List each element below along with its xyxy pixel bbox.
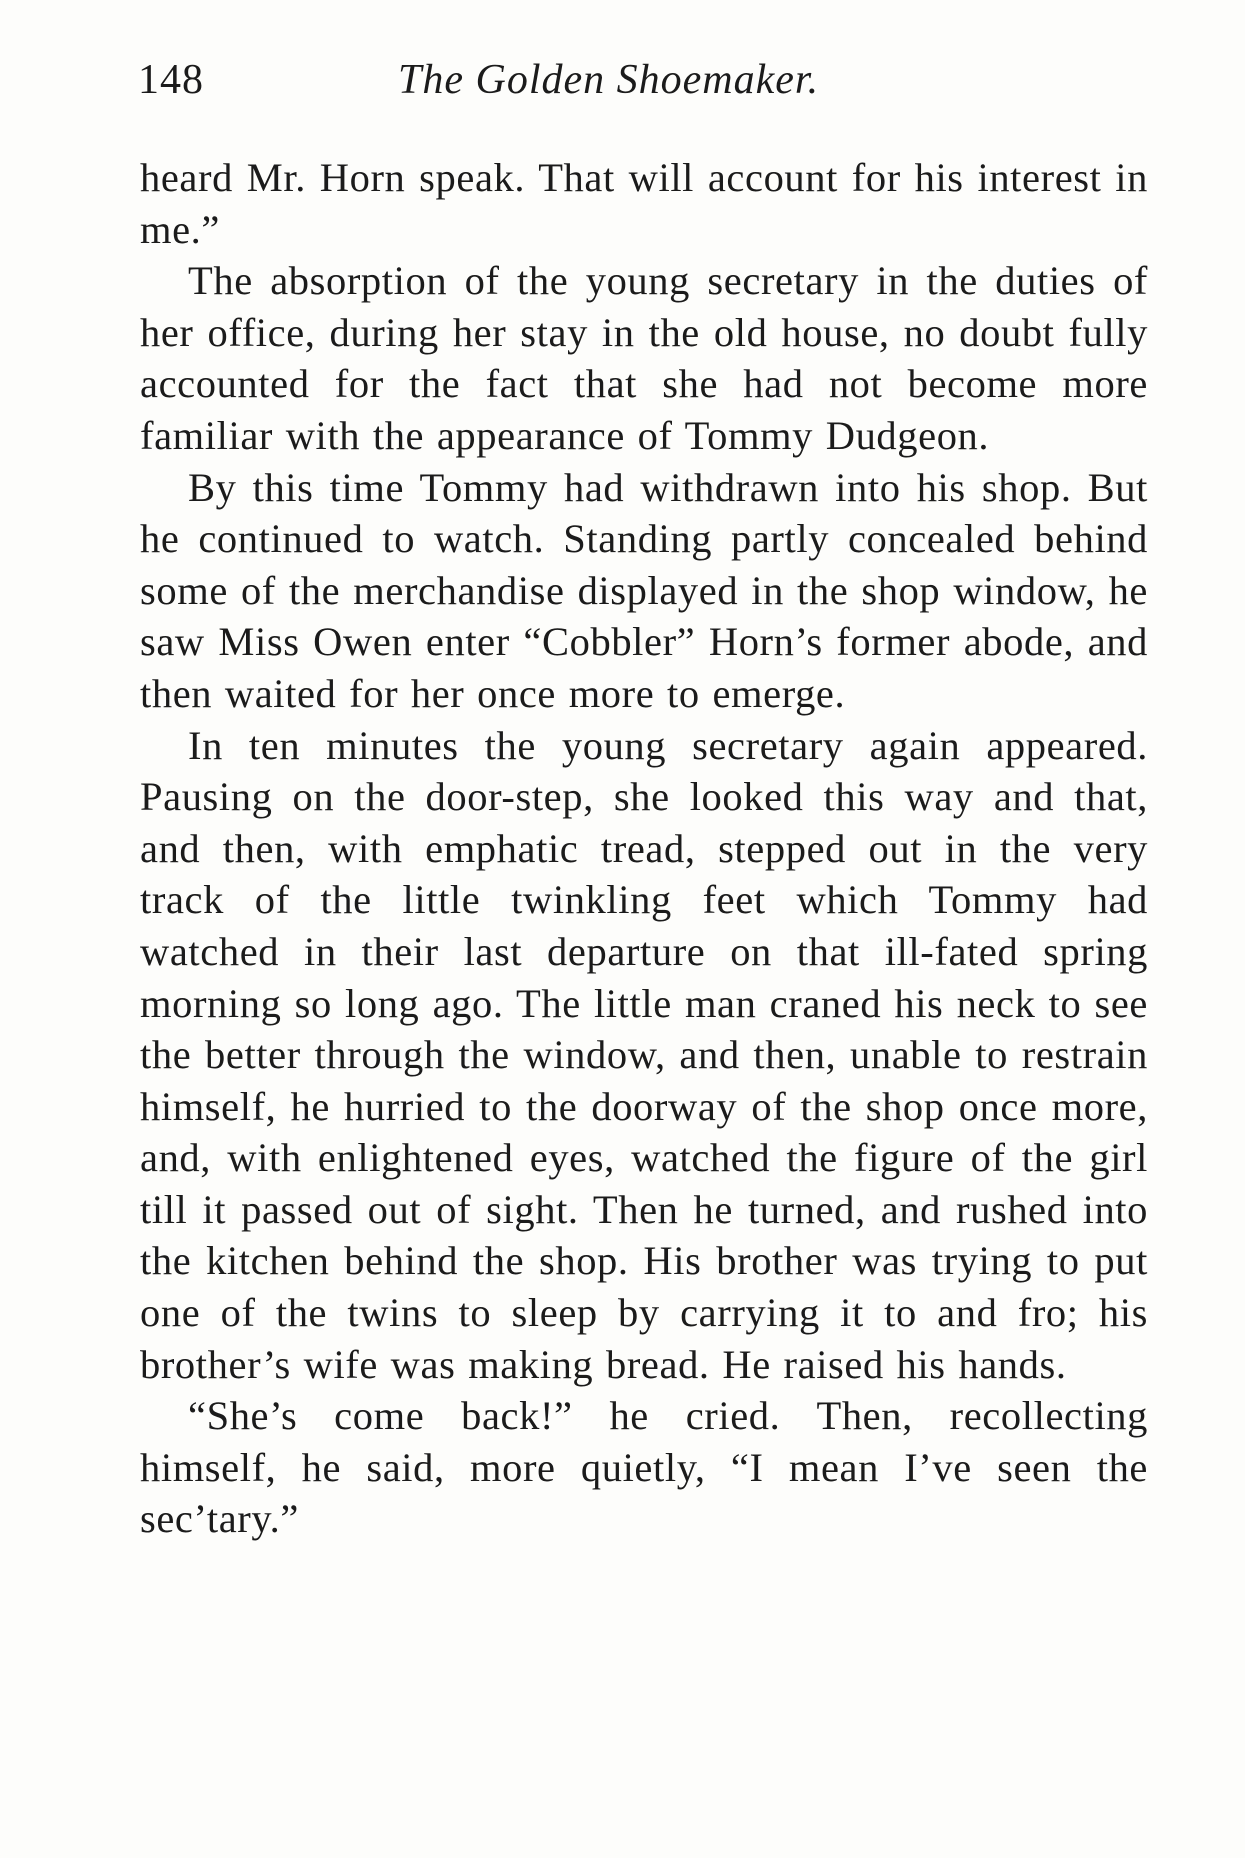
body-text (140, 152, 1148, 1545)
paragraph: In ten minutes the young secretary again appeared. Pausing on the door-step, she looked this way and that, and then, with emphatic tread, stepped out in the very track of the little twinkling feet which Tommy had watched in their last departure on that ill-fated spring morning so long ago. The little man craned his neck to see the better through the window, and then, unable to restrain himself, he hurried to the doorway of the shop once more, and, with enlightened eyes, watched the figure of the girl till it passed out of sight. Then he turned, and rushed into the kitchen behind the shop. His brother was trying to put one of the twins to sleep by carrying it to and fro; his brother’s wife was making bread. He raised his hands. (140, 722, 1148, 1387)
page-number: 148 (138, 57, 204, 103)
paragraph-continued: heard Mr. Horn speak. That will account for his interest in me.” (140, 155, 1148, 252)
book-title: The Golden Shoemaker. (398, 57, 820, 103)
paragraph: By this time Tommy had withdrawn into his shop. But he continued to watch. Standing partly concealed behind some of the merchandise displayed in the shop window, he saw Miss Owen enter “Cobbler” Horn’s former abode, and then waited for her once more to emerge. (140, 464, 1148, 716)
paragraph: The absorption of the young secretary in the duties of her office, during her stay in the old house, no doubt fully accounted for the fact that she had not become more familiar with the appearance of Tommy Dudgeon. (140, 258, 1148, 458)
running-head (138, 56, 1148, 116)
paragraph: “She’s come back!” he cried. Then, recollecting himself, he said, more quietly, “I mean I’ve seen the sec’tary.” (140, 1393, 1148, 1542)
